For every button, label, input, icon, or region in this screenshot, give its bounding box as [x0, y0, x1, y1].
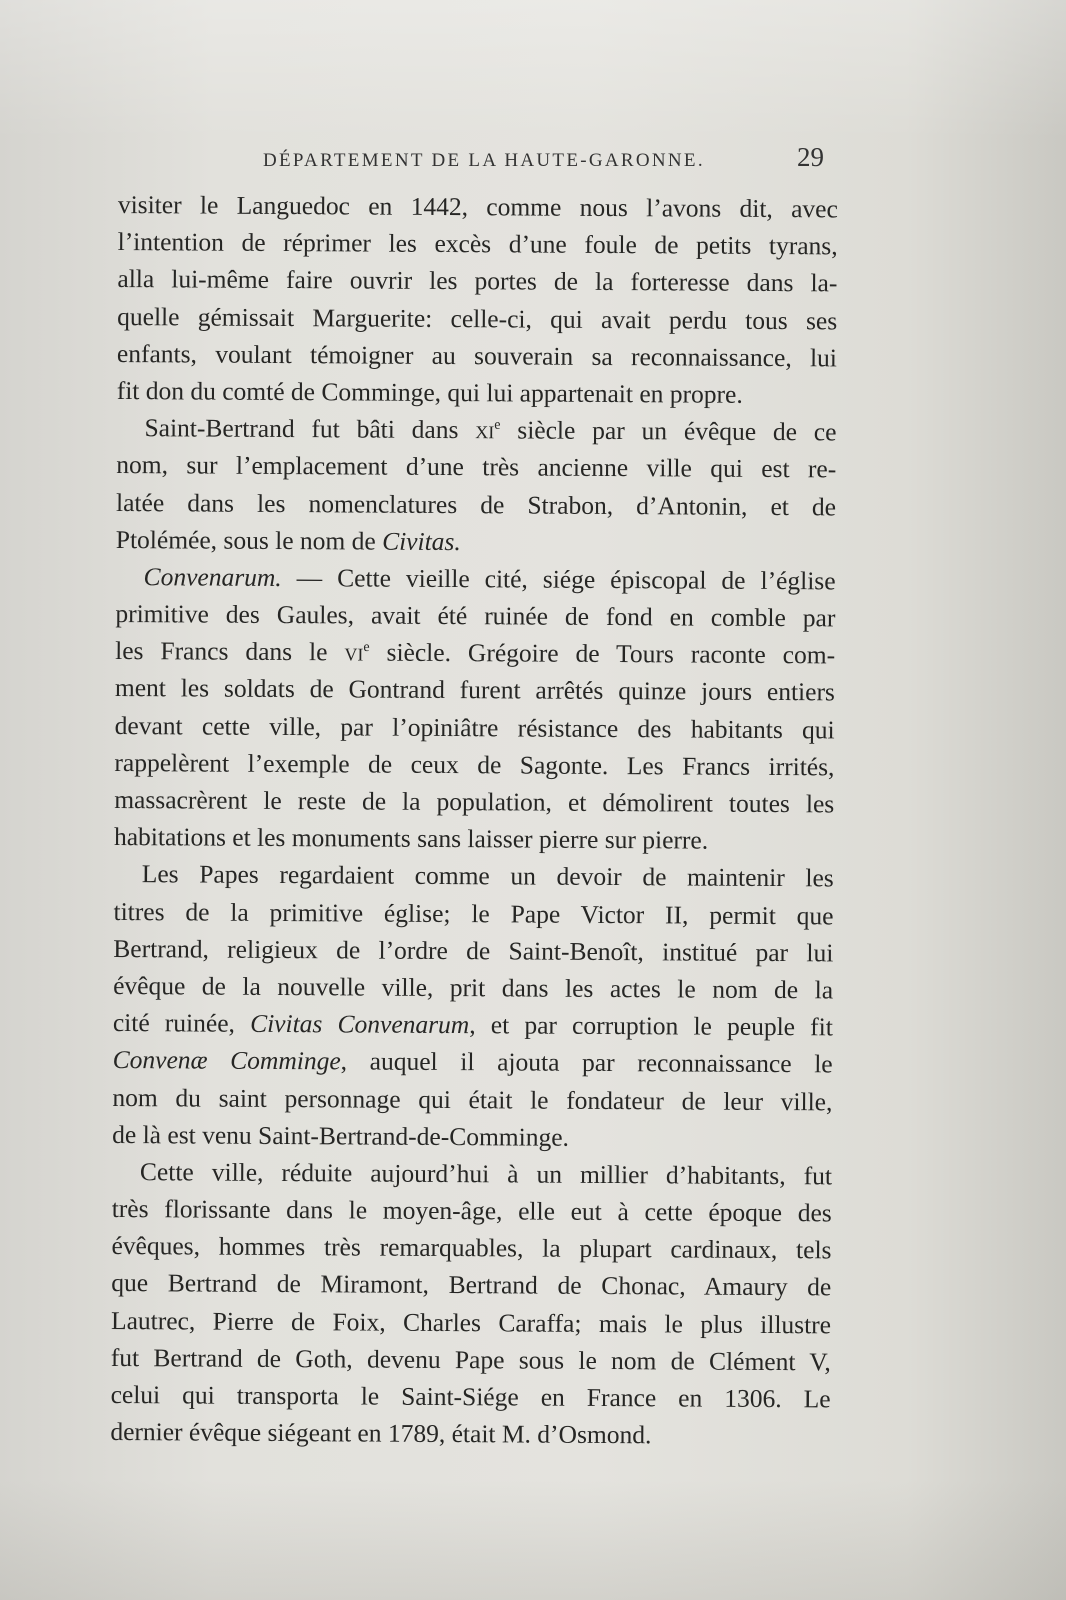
text-line: Bertrand, religieux de l’ordre de Saint-Benoît, institué par lui — [113, 933, 834, 968]
text-run: les Francs dans le — [115, 636, 345, 667]
page-number: 29 — [797, 142, 824, 172]
text-run: , auquel il ajouta par reconnaissance le — [340, 1046, 833, 1079]
text-line: l’intention de réprimer les excès d’une foule de petits tyrans, — [117, 227, 838, 261]
text-line — [116, 521, 836, 563]
roman-numeral: xi — [475, 415, 495, 445]
text-line: très florissante dans le moyen-âge, elle eut à cette époque des — [111, 1194, 832, 1228]
text-run: siècle par un évêque de ce — [500, 415, 837, 447]
text-run: Saint-Bertrand fut bâti dans — [144, 413, 476, 445]
text-line: nom, sur l’emplacement d’une très ancienne ville qui est re- — [116, 450, 837, 484]
text-line: Les Papes regardaient comme un devoir de maintenir les — [141, 859, 834, 893]
italic-term: Convenæ Comminge — [112, 1045, 341, 1076]
text-line: Cette ville, réduite aujourd’hui à un millier d’habitants, fut — [139, 1157, 833, 1191]
italic-term: Convenarum. — [143, 562, 282, 592]
text-run: siècle. Grégoire de Tours raconte com- — [369, 637, 836, 670]
text-line: évêque de la nouvelle ville, prit dans les actes le nom de la — [113, 970, 834, 1005]
text-line: fut Bertrand de Goth, devenu Pape sous le nom de Clément V, — [110, 1342, 831, 1377]
text-line: primitive des Gaules, avait été ruinée de fond en comble par — [115, 599, 836, 633]
text-run: Ptolémée, sous le nom de — [115, 524, 383, 556]
text-line: ment les soldats de Gontrand furent arrêtés quinze jours entiers — [114, 673, 836, 707]
text-line: habitations et les monuments sans laisser pierre sur pierre. — [113, 822, 709, 855]
text-run: — Cette vieille cité, siége épiscopal de l’église — [281, 562, 836, 596]
page-light-gradient — [0, 0, 1066, 140]
text-line: alla lui-même faire ouvrir les portes de la forteresse dans la- — [117, 264, 838, 298]
italic-term: Civitas. — [382, 526, 461, 556]
text-line: évêques, hommes très remarquables, la plupart cardinaux, tels — [111, 1231, 832, 1265]
superscript: e — [363, 640, 370, 656]
text-line: latée dans les nomenclatures de Strabon, d’Antonin, et de — [115, 487, 837, 521]
text-line: que Bertrand de Miramont, Bertrand de Chonac, Amaury de — [111, 1268, 832, 1302]
text-line: massacrèrent le reste de la population, et démolirent toutes les — [114, 784, 835, 819]
body-text — [110, 186, 838, 1455]
roman-numeral: vi — [344, 637, 364, 667]
italic-term: Civitas Convenarum — [250, 1008, 470, 1040]
text-line — [113, 1004, 833, 1046]
text-run: , et par corruption le peuple fit — [469, 1010, 833, 1042]
page-shadow-gradient — [0, 1480, 1066, 1600]
superscript: e — [494, 417, 501, 433]
text-line: devant cette ville, par l’opiniâtre résistance des habitants qui — [114, 710, 835, 745]
text-line: enfants, voulant témoigner au souverain sa reconnaissance, lui — [116, 338, 838, 373]
text-line: rappelèrent l’exemple de ceux de Sagonte. Les Francs irrités, — [114, 747, 835, 782]
text-line: visiter le Languedoc en 1442, comme nous l’avons dit, avec — [117, 189, 838, 224]
text-run: cité ruinée, — [112, 1008, 251, 1038]
text-line — [115, 632, 835, 674]
text-line: dernier évêque siégeant en 1789, était M. d’Osmond. — [110, 1417, 652, 1450]
text-line — [116, 409, 836, 451]
text-line — [116, 558, 836, 600]
running-head: DÉPARTEMENT DE LA HAUTE-GARONNE. — [263, 150, 705, 171]
text-line: titres de la primitive église; le Pape Victor II, permit que — [113, 896, 834, 930]
text-line: de là est venu Saint-Bertrand-de-Comminge. — [112, 1119, 570, 1152]
text-line: Lautrec, Pierre de Foix, Charles Caraffa; mais le plus illustre — [110, 1305, 832, 1340]
text-line — [113, 1041, 833, 1083]
text-line: nom du saint personnage qui était le fondateur de leur ville, — [112, 1082, 833, 1116]
text-line: fit don du comté de Comminge, qui lui appartenait en propre. — [116, 375, 743, 409]
text-line: celui qui transporta le Saint-Siége en France en 1306. Le — [110, 1379, 831, 1414]
text-line: quelle gémissait Marguerite: celle-ci, qui avait perdu tous ses — [117, 301, 838, 335]
